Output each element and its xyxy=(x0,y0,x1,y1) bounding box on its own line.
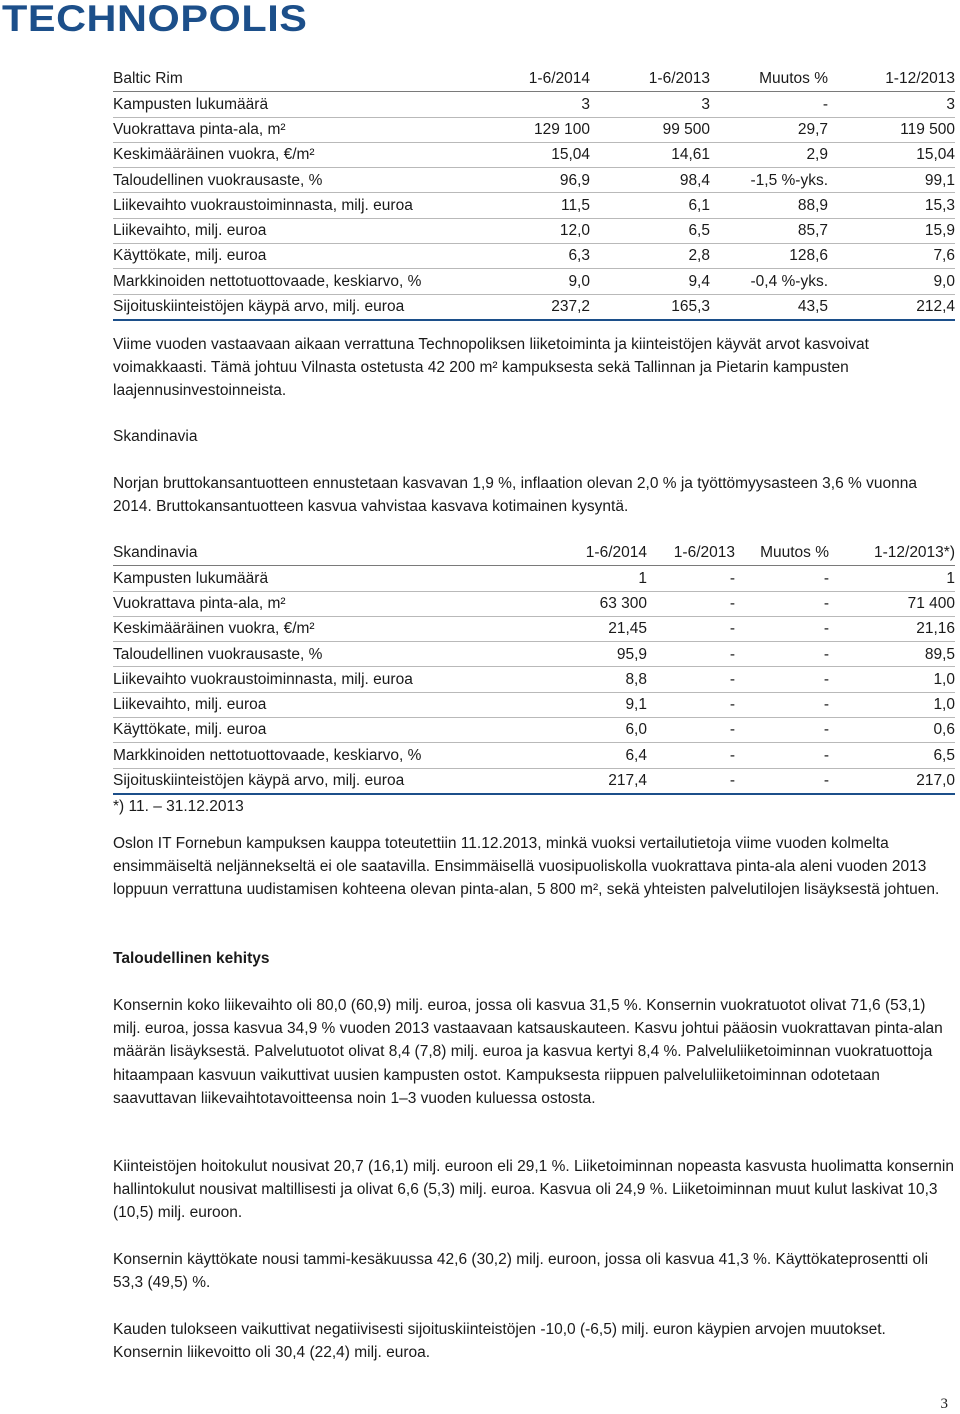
table-cell: 99,1 xyxy=(828,168,955,193)
row-label: Keskimääräinen vuokra, €/m² xyxy=(113,616,553,641)
table-cell: 3 xyxy=(503,92,590,117)
table-cell: 1 xyxy=(553,566,647,591)
table-cell: - xyxy=(735,566,829,591)
column-header: Skandinavia xyxy=(113,541,553,566)
table-row xyxy=(113,142,955,167)
table-cell: - xyxy=(735,616,829,641)
column-header: 1-12/2013 xyxy=(828,67,955,92)
table-cell: - xyxy=(647,616,735,641)
table-cell: 99 500 xyxy=(590,117,710,142)
table-cell: 9,0 xyxy=(503,269,590,294)
column-header: 1-6/2013 xyxy=(647,541,735,566)
table-cell: 21,16 xyxy=(829,616,955,641)
table-cell: 88,9 xyxy=(710,193,828,218)
table-cell: 63 300 xyxy=(553,591,647,616)
table-cell: - xyxy=(647,768,735,794)
row-label: Käyttökate, milj. euroa xyxy=(113,244,503,269)
table-cell: 96,9 xyxy=(503,168,590,193)
table-cell: 7,6 xyxy=(828,244,955,269)
row-label: Taloudellinen vuokrausaste, % xyxy=(113,642,553,667)
table-row xyxy=(113,743,955,768)
row-label: Liikevaihto, milj. euroa xyxy=(113,692,553,717)
row-label: Taloudellinen vuokrausaste, % xyxy=(113,168,503,193)
column-header: 1-6/2014 xyxy=(553,541,647,566)
table-row xyxy=(113,193,955,218)
table-cell: 15,9 xyxy=(828,218,955,243)
row-label: Kampusten lukumäärä xyxy=(113,92,503,117)
heading-financial xyxy=(113,947,955,970)
table-cell: 89,5 xyxy=(829,642,955,667)
table-cell: 14,61 xyxy=(590,142,710,167)
table-row xyxy=(113,692,955,717)
table-cell: - xyxy=(647,692,735,717)
column-header: 1-6/2014 xyxy=(503,67,590,92)
table-cell: 43,5 xyxy=(710,294,828,320)
table-cell: 95,9 xyxy=(553,642,647,667)
row-label: Kampusten lukumäärä xyxy=(113,566,553,591)
table-cell: 237,2 xyxy=(503,294,590,320)
table-skandinavia xyxy=(113,541,955,819)
table-cell: - xyxy=(735,642,829,667)
table-cell: 6,0 xyxy=(553,718,647,743)
column-header: 1-6/2013 xyxy=(590,67,710,92)
table-row xyxy=(113,92,955,117)
table-cell: 1 xyxy=(829,566,955,591)
paragraph-text: Norjan bruttokansantuotteen ennustetaan kasvavan 1,9 %, inflaation olevan 2,0 % ja työttömyysasteen 3,6 % vuonna 2014. Bruttokansantuotteen kasvua vahvistaa kasvava kotimainen kysyntä. xyxy=(113,475,917,516)
page-number: 3 xyxy=(940,1396,948,1412)
table-row xyxy=(113,642,955,667)
technopolis-logo: TECHNOPOLIS xyxy=(2,0,308,39)
table-cell: 2,9 xyxy=(710,142,828,167)
table-cell: - xyxy=(735,591,829,616)
table-cell: 6,1 xyxy=(590,193,710,218)
paragraph-oslo xyxy=(113,832,955,902)
paragraph-result xyxy=(113,1318,955,1364)
table-cell: 9,0 xyxy=(828,269,955,294)
table-cell: 15,3 xyxy=(828,193,955,218)
table-cell: - xyxy=(735,718,829,743)
table-cell: 1,0 xyxy=(829,667,955,692)
table-cell: 6,3 xyxy=(503,244,590,269)
table-cell: - xyxy=(710,92,828,117)
table-cell: 85,7 xyxy=(710,218,828,243)
table-cell: 2,8 xyxy=(590,244,710,269)
row-label: Keskimääräinen vuokra, €/m² xyxy=(113,142,503,167)
row-label: Liikevaihto vuokraustoiminnasta, milj. euroa xyxy=(113,193,503,218)
table-row xyxy=(113,168,955,193)
table-header-row xyxy=(113,541,955,566)
table-row xyxy=(113,718,955,743)
row-label: Liikevaihto vuokraustoiminnasta, milj. euroa xyxy=(113,667,553,692)
paragraph-revenue xyxy=(113,994,955,1110)
table-cell: 165,3 xyxy=(590,294,710,320)
row-label: Sijoituskiinteistöjen käypä arvo, milj. euroa xyxy=(113,294,503,320)
table-baltic-rim xyxy=(113,67,955,321)
table-row xyxy=(113,218,955,243)
table-cell: - xyxy=(647,642,735,667)
table-cell: 119 500 xyxy=(828,117,955,142)
paragraph-text: Oslon IT Fornebun kampuksen kauppa toteutettiin 11.12.2013, minkä vuoksi vertailutietoja viime vuoden kolmelta ensimmäiseltä neljännekseltä ei ole saatavilla. Ensimmäisellä vuosipuoliskolla vuokrattava pinta-ala aleni vuoden 2013 loppuun verrattuna uudistamisen kohteena olevan pinta-alan, 5 800 m², sekä yhteisten palvelutilojen lisäyksestä johtuen. xyxy=(113,835,940,899)
heading-text: Taloudellinen kehitys xyxy=(113,950,270,967)
table-cell: 128,6 xyxy=(710,244,828,269)
column-header: Muutos % xyxy=(710,67,828,92)
table-cell: 217,4 xyxy=(553,768,647,794)
table-footnote: *) 11. – 31.12.2013 xyxy=(113,797,244,815)
paragraph-text: Kiinteistöjen hoitokulut nousivat 20,7 (16,1) milj. euroon eli 29,1 %. Liiketoiminnan nopeasta kasvusta huolimatta konsernin hallintokulut nousivat maltillisesti ja olivat 6,6 (5,3) milj. euroa. Kasvua oli 24,9 %. Liiketoiminnan muut kulut laskivat 10,3 (10,5) milj. euroon. xyxy=(113,1158,954,1222)
table-row xyxy=(113,269,955,294)
table-cell: 3 xyxy=(590,92,710,117)
table-row xyxy=(113,244,955,269)
row-label: Vuokrattava pinta-ala, m² xyxy=(113,117,503,142)
table-row xyxy=(113,768,955,794)
table-row xyxy=(113,616,955,641)
table-cell: 217,0 xyxy=(829,768,955,794)
paragraph-ebitda xyxy=(113,1248,955,1294)
section-skandinavia xyxy=(113,425,955,448)
paragraph-text: Konsernin käyttökate nousi tammi-kesäkuussa 42,6 (30,2) milj. euroon, jossa oli kasvua 41,3 %. Käyttökateprosentti oli 53,3 (49,5) %. xyxy=(113,1251,929,1292)
table-cell: -1,5 %-yks. xyxy=(710,168,828,193)
paragraph-norway-outlook xyxy=(113,472,955,518)
table-row xyxy=(113,667,955,692)
table-cell: 15,04 xyxy=(503,142,590,167)
table-cell: 6,5 xyxy=(590,218,710,243)
table-cell: 71 400 xyxy=(829,591,955,616)
table-cell: - xyxy=(735,667,829,692)
table-cell: 29,7 xyxy=(710,117,828,142)
table-cell: - xyxy=(735,743,829,768)
row-label: Vuokrattava pinta-ala, m² xyxy=(113,591,553,616)
column-header: Baltic Rim xyxy=(113,67,503,92)
table-cell: - xyxy=(647,718,735,743)
table-cell: 8,8 xyxy=(553,667,647,692)
table-cell: 21,45 xyxy=(553,616,647,641)
table-cell: - xyxy=(647,667,735,692)
paragraph-costs xyxy=(113,1155,955,1225)
table-cell: 3 xyxy=(828,92,955,117)
column-header: Muutos % xyxy=(735,541,829,566)
table-header-row xyxy=(113,67,955,92)
table-cell: 6,4 xyxy=(553,743,647,768)
table-row xyxy=(113,566,955,591)
table-cell: 9,1 xyxy=(553,692,647,717)
table-cell: 12,0 xyxy=(503,218,590,243)
paragraph-text: Konsernin koko liikevaihto oli 80,0 (60,9) milj. euroa, jossa oli kasvua 31,5 %. Konsernin vuokratuotot olivat 71,6 (53,1) milj. euroa, jossa kasvua 34,9 % vuoden 2013 vastaavaan katsauskauteen. Kasvu johtui pääosin vuokrattavan pinta-alan määrän lisäyksestä. Palvelutuotot olivat 8,4 (7,8) milj. euroa ja kasvua kertyi 8,4 %. Palveluliiketoiminnan vuokratuottoja hitaampaan kasvuun vaikuttivat uusien kampusten ostot. Kampuksesta riippuen palveluliiketoiminnan odotetaan saavuttavan liikevaihtotavoitteensa noin 1–3 vuoden kuluessa ostosta. xyxy=(113,997,943,1107)
table-cell: 212,4 xyxy=(828,294,955,320)
table-cell: 15,04 xyxy=(828,142,955,167)
table-row xyxy=(113,591,955,616)
paragraph-baltic-summary xyxy=(113,333,955,403)
table-cell: -0,4 %-yks. xyxy=(710,269,828,294)
row-label: Markkinoiden nettotuottovaade, keskiarvo, % xyxy=(113,743,553,768)
table-cell: 6,5 xyxy=(829,743,955,768)
table-row xyxy=(113,294,955,320)
table-cell: 9,4 xyxy=(590,269,710,294)
paragraph-text: Viime vuoden vastaavaan aikaan verrattuna Technopoliksen liiketoiminta ja kiinteistöjen käyvät arvot kasvoivat voimakkaasti. Tämä johtuu Vilnasta ostetusta 42 200 m² kampuksesta sekä Tallinnan ja Pietarin kampusten laajennusinvestoinneista. xyxy=(113,336,869,400)
row-label: Markkinoiden nettotuottovaade, keskiarvo, % xyxy=(113,269,503,294)
row-label: Käyttökate, milj. euroa xyxy=(113,718,553,743)
table-cell: 0,6 xyxy=(829,718,955,743)
table-cell: - xyxy=(647,566,735,591)
table-cell: - xyxy=(647,591,735,616)
row-label: Sijoituskiinteistöjen käypä arvo, milj. euroa xyxy=(113,768,553,794)
table-cell: - xyxy=(735,768,829,794)
table-cell: 98,4 xyxy=(590,168,710,193)
table-cell: - xyxy=(647,743,735,768)
table-cell: 1,0 xyxy=(829,692,955,717)
row-label: Liikevaihto, milj. euroa xyxy=(113,218,503,243)
table-cell: 11,5 xyxy=(503,193,590,218)
paragraph-text: Kauden tulokseen vaikuttivat negatiivisesti sijoituskiinteistöjen -10,0 (-6,5) milj. euron käypien arvojen muutokset. Konsernin liikevoitto oli 30,4 (22,4) milj. euroa. xyxy=(113,1321,886,1362)
table-cell: - xyxy=(735,692,829,717)
table-row xyxy=(113,117,955,142)
table-cell: 129 100 xyxy=(503,117,590,142)
column-header: 1-12/2013*) xyxy=(829,541,955,566)
section-title: Skandinavia xyxy=(113,428,198,445)
